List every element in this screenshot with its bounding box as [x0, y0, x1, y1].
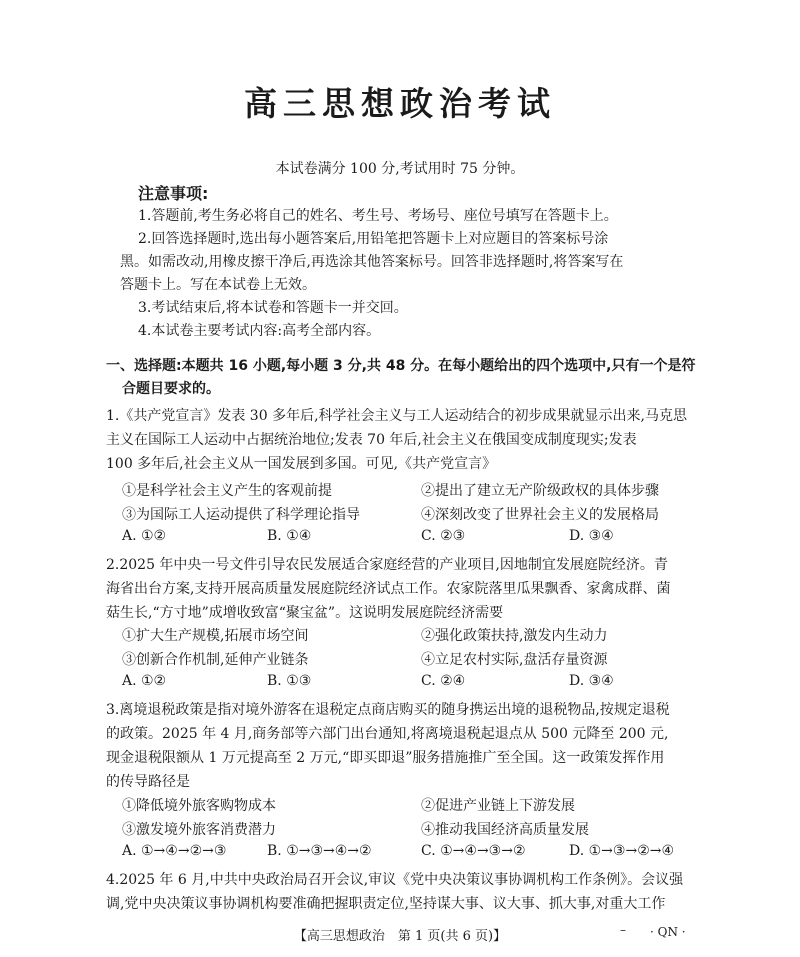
answer-choice: A. ①②: [122, 673, 167, 689]
question-3: [106, 698, 696, 859]
answer-choice: D. ③④: [569, 528, 614, 544]
stem-line: 菇生长,“方寸地”成增收致富“聚宝盆”。这说明发展庭院经济需要: [106, 605, 504, 621]
answer-choice: B. ①③: [267, 673, 312, 689]
option: ③激发境外旅客消费潜力: [122, 822, 276, 838]
notice-item-continuation: 答题卡上。写在本试卷上无效。: [120, 277, 316, 293]
stem-line: 2.2025 年中央一号文件引导农民发展适合家庭经营的产业项目,因地制宜发展庭院经济。青: [106, 557, 668, 573]
answer-choice: B. ①→③→④→②: [267, 843, 372, 859]
option-row: [122, 625, 696, 649]
answer-choice: C. ①→④→③→②: [421, 843, 526, 859]
answer-row: [122, 528, 696, 552]
option: ①降低境外旅客购物成本: [122, 798, 276, 814]
footer-dash: –: [620, 923, 626, 937]
option: ②强化政策扶持,激发内生动力: [421, 628, 608, 644]
stem-line: 1.《共产党宣言》发表 30 多年后,科学社会主义与工人运动结合的初步成果就显示出来,马克思: [106, 408, 687, 424]
stem-line: 100 多年后,社会主义从一国发展到多国。可见,《共产党宣言》: [106, 456, 497, 472]
option: ③为国际工人运动提供了科学理论指导: [122, 507, 360, 523]
option-row: [122, 795, 696, 819]
notice-item: 2.回答选择题时,选出每小题答案后,用铅笔把答题卡上对应题目的答案标号涂: [138, 231, 609, 247]
option-row: [122, 649, 696, 673]
option: ①是科学社会主义产生的客观前提: [122, 483, 332, 499]
stem-line: 4.2025 年 6 月,中共中央政治局召开会议,审议《党中央决策议事协调机构工作条例》。会议强: [106, 872, 684, 888]
answer-choice: D. ③④: [569, 673, 614, 689]
answer-choice: C. ②③: [421, 528, 466, 544]
stem-line: 主义在国际工人运动中占据统治地位;发表 70 年后,社会主义在俄国变成制度现实;发表: [106, 432, 637, 448]
option: ②促进产业链上下游发展: [421, 798, 575, 814]
notice-item: 4.本试卷主要考试内容:高考全部内容。: [138, 323, 381, 339]
exam-subtitle: 本试卷满分 100 分,考试用时 75 分钟。: [275, 161, 525, 177]
answer-choice: C. ②④: [421, 673, 466, 689]
stem-line: 3.离境退税政策是指对境外游客在退税定点商店购买的随身携运出境的退税物品,按规定退税: [106, 702, 670, 718]
stem-line: 的政策。2025 年 4 月,商务部等六部门出台通知,将离境退税起退点从 500 元降至 200 元,: [106, 726, 669, 742]
notice-heading: 注意事项:: [138, 184, 209, 203]
answer-choice: B. ①④: [267, 528, 312, 544]
question-2: [106, 553, 696, 689]
option-row: [122, 504, 696, 528]
notice-item: 1.答题前,考生务必将自己的姓名、考生号、考场号、座位号填写在答题卡上。: [138, 208, 618, 224]
section-heading-line: 一、选择题:本题共 16 小题,每小题 3 分,共 48 分。在每小题给出的四个选项中,只有一个是符: [106, 358, 696, 374]
stem-line: 现金退税限额从 1 万元提高至 2 万元,“即买即退”服务措施推广至全国。这一政策发挥作用: [106, 750, 665, 766]
stem-line: 调,党中央决策议事协调机构要准确把握职责定位,坚持谋大事、议大事、抓大事,对重大工作: [106, 896, 666, 912]
option: ④深刻改变了世界社会主义的发展格局: [421, 507, 659, 523]
option: ②提出了建立无产阶级政权的具体步骤: [421, 483, 659, 499]
exam-title: 高三思想政治考试: [244, 84, 556, 123]
question-stem: [106, 553, 696, 625]
footer-mark: · QN ·: [650, 925, 686, 939]
answer-row: [122, 673, 696, 697]
question-4: [106, 868, 696, 916]
section-heading: [106, 355, 696, 401]
page-footer: 【高三思想政治 第 1 页(共 6 页)】: [293, 929, 507, 944]
stem-line: 海省出台方案,支持开展高质量发展庭院经济试点工作。农家院落里瓜果飘香、家禽成群、菌: [106, 581, 671, 597]
option: ①扩大生产规模,拓展市场空间: [122, 628, 309, 644]
option: ④立足农村实际,盘活存量资源: [421, 652, 608, 668]
answer-choice: A. ①→④→②→③: [122, 843, 227, 859]
answer-choice: D. ①→③→②→④: [569, 843, 675, 859]
option-row: [122, 480, 696, 504]
question-1: [106, 404, 696, 544]
option-row: [122, 819, 696, 843]
section-heading-line: 合题目要求的。: [122, 381, 220, 397]
option: ③创新合作机制,延伸产业链条: [122, 652, 309, 668]
question-stem: [106, 868, 696, 916]
answer-choice: A. ①②: [122, 528, 167, 544]
stem-line: 的传导路径是: [106, 774, 190, 790]
notice-item: 3.考试结束后,将本试卷和答题卡一并交回。: [138, 300, 408, 316]
question-stem: [106, 698, 696, 794]
question-stem: [106, 404, 696, 476]
notice-item-continuation: 黑。如需改动,用橡皮擦干净后,再选涂其他答案标号。回答非选择题时,将答案写在: [120, 254, 624, 270]
option: ④推动我国经济高质量发展: [421, 822, 589, 838]
answer-row: [122, 843, 696, 867]
